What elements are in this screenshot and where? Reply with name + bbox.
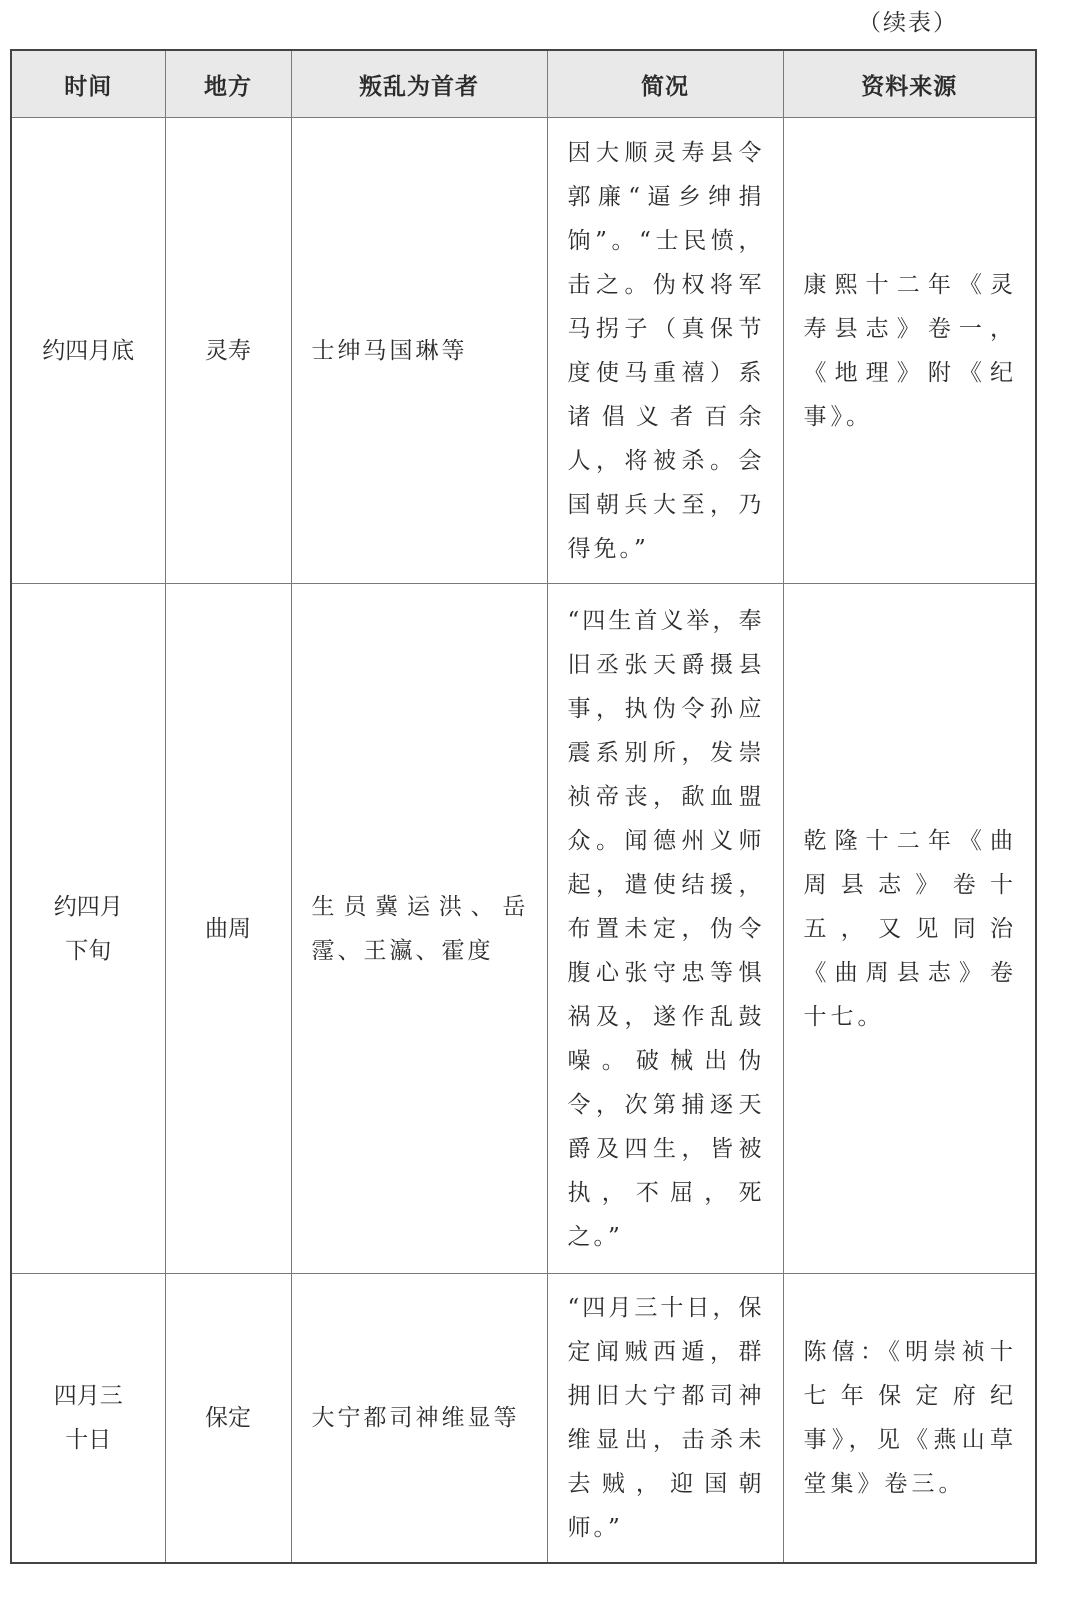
leader-text: 大宁都司神维显等 <box>311 1405 520 1431</box>
cell-source <box>783 584 1036 1274</box>
leader-text: 生员冀运洪、岳霪、王瀛、霍度 <box>311 893 529 964</box>
cell-time <box>11 118 165 584</box>
table-row <box>11 118 1036 584</box>
summary-text: “四月三十日，保定闻贼西遁，群拥旧大宁都司神维显出，击杀未去贼，迎国朝师。” <box>567 1295 765 1541</box>
cell-leader <box>291 118 547 584</box>
source-text: 康熙十二年《灵寿县志》卷一，《地理》附《纪事》。 <box>803 271 1017 430</box>
table-row <box>11 584 1036 1274</box>
header-place: 地方 <box>165 50 291 118</box>
time-text: 约四月下旬 <box>53 893 123 964</box>
summary-text: 因大顺灵寿县令郭廉“逼乡绅捐饷”。“士民愤，击之。伪权将军马拐子（真保节度使马重禧）系诸倡义者百余人，将被杀。会国朝兵大至，乃得免。” <box>567 139 765 562</box>
cell-time <box>11 1274 165 1564</box>
header-source: 资料来源 <box>783 50 1036 118</box>
rebellion-table <box>10 49 1037 1564</box>
leader-text: 士绅马国琳等 <box>311 337 468 364</box>
time-text: 四月三十日 <box>53 1383 123 1453</box>
continued-label: （续表） <box>858 10 958 36</box>
header-row <box>11 50 1036 118</box>
header-leader: 叛乱为首者 <box>291 50 547 118</box>
cell-place <box>165 584 291 1274</box>
cell-summary <box>547 1274 783 1564</box>
cell-place <box>165 1274 291 1564</box>
cell-leader <box>291 584 547 1274</box>
cell-source <box>783 118 1036 584</box>
place-text: 保定 <box>205 1405 251 1431</box>
time-text: 约四月底 <box>42 337 135 364</box>
cell-summary <box>547 584 783 1274</box>
table-row <box>11 1274 1036 1564</box>
header-time: 时间 <box>11 50 165 118</box>
place-text: 灵寿 <box>205 337 251 364</box>
cell-leader <box>291 1274 547 1564</box>
source-text: 乾隆十二年《曲周县志》卷十五，又见同治《曲周县志》卷十七。 <box>803 827 1017 1030</box>
cell-summary <box>547 118 783 584</box>
source-text: 陈僖：《明崇祯十七年保定府纪事》，见《燕山草堂集》卷三。 <box>803 1339 1017 1497</box>
header-summary: 简况 <box>547 50 783 118</box>
place-text: 曲周 <box>205 915 251 942</box>
cell-place <box>165 118 291 584</box>
summary-text: “四生首义举，奉旧丞张天爵摄县事，执伪令孙应震系别所，发崇祯帝丧，歃血盟众。闻德州义师起，遣使结援，布置未定，伪令腹心张守忠等惧祸及，遂作乱鼓噪。破械出伪令，次第捕逐天爵及四生，皆被执，不屈，死之。” <box>567 607 765 1250</box>
cell-time <box>11 584 165 1274</box>
cell-source <box>783 1274 1036 1564</box>
